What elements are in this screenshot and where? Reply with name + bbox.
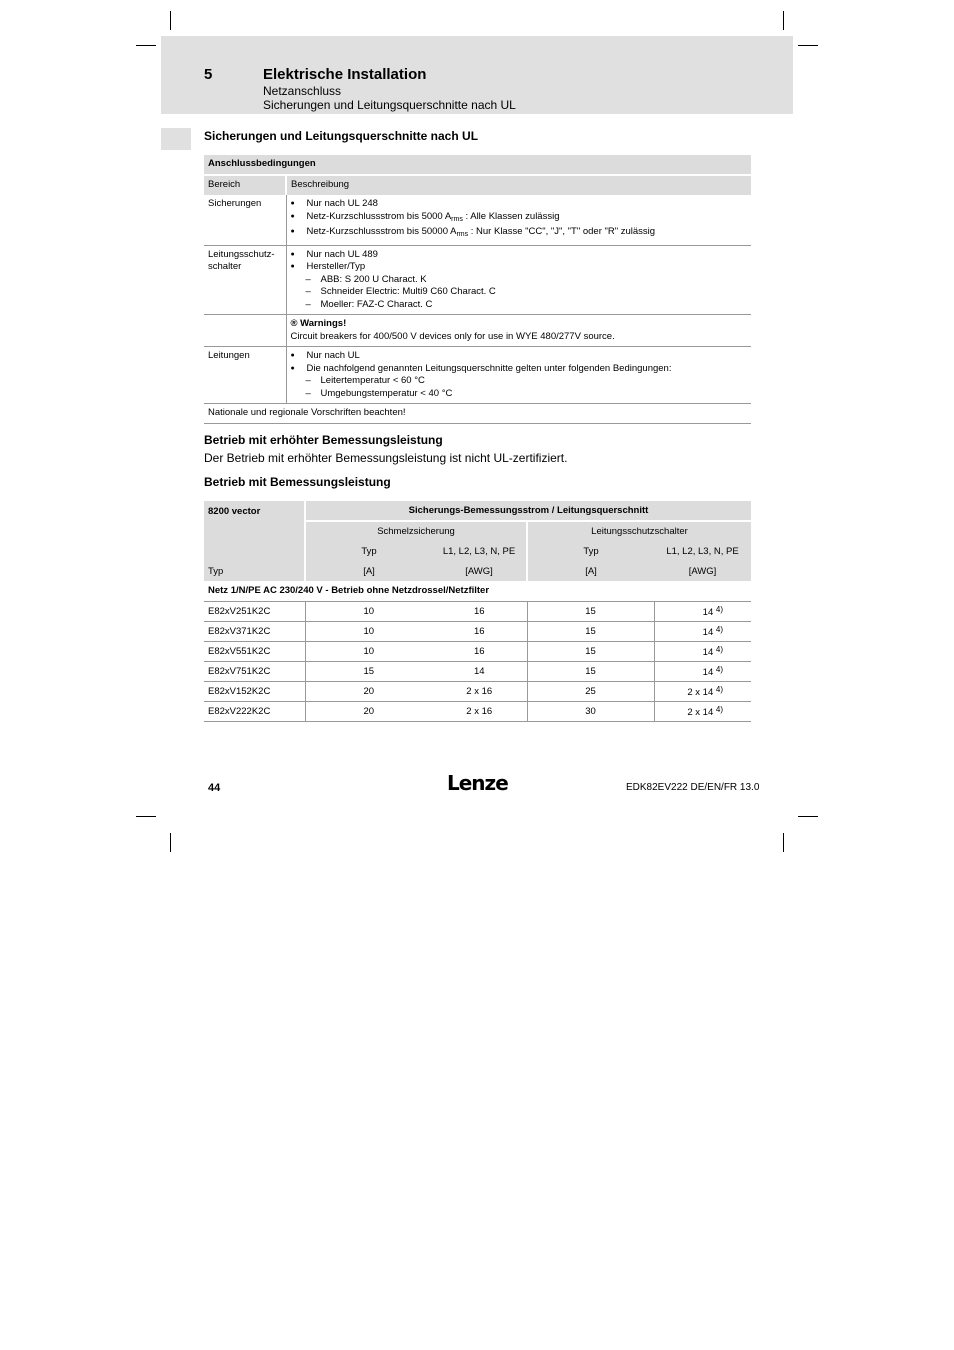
type-cell: E82xV751K2C: [204, 661, 305, 681]
footnote-ref: 4): [715, 604, 723, 614]
bullet-item: ● Netz-Kurzschlussstrom bis 5000 $A_{rms}$ : Alle Klassen zulässig: [291, 211, 748, 227]
type-cell: E82xV152K2C: [204, 681, 305, 701]
column-unit: [A]: [305, 561, 432, 581]
table-row: [204, 601, 751, 621]
dash-item: – Schneider Electric: Multi9 C60 Charact. C: [291, 286, 748, 299]
table-row: [204, 347, 751, 404]
value-cell: 2 x 14 $^{4)}$: [654, 681, 751, 701]
footnote-ref: 4): [715, 624, 723, 634]
table-row: [204, 681, 751, 701]
value-cell: 2 x 16: [432, 701, 527, 721]
row-label: Leitungen: [204, 347, 286, 404]
column-header: Beschreibung: [286, 175, 751, 195]
subsection-heading: Betrieb mit erhöhter Bemessungsleistung: [204, 433, 443, 447]
table-footer-note: Nationale und regionale Vorschriften beachten!: [204, 404, 751, 424]
warning-text: Circuit breakers for 400/500 V devices only for use in WYE 480/277V source.: [290, 330, 615, 342]
dash-item: – Umgebungstemperatur < 40 °C: [291, 388, 748, 401]
section-heading: Sicherungen und Leitungsquerschnitte nach UL: [204, 129, 479, 143]
table-row: [204, 404, 751, 424]
chapter-number: 5: [204, 66, 213, 83]
dash-item: – ABB: S 200 U Charact. K: [291, 274, 748, 287]
table-row: [204, 661, 751, 681]
value-cell: 16: [432, 601, 527, 621]
bullet-item: ● Hersteller/Typ: [291, 261, 748, 274]
value-cell: 14: [432, 661, 527, 681]
table-row: [204, 701, 751, 721]
value-cell: 30: [527, 701, 654, 721]
column-header: Typ: [204, 561, 305, 581]
crop-mark: [783, 11, 784, 30]
value-cell: 15: [527, 601, 654, 621]
row-description: [286, 347, 751, 404]
column-unit: [AWG]: [654, 561, 751, 581]
row-label: Leitungsschutz- schalter: [204, 245, 286, 315]
rating-table: [204, 501, 751, 722]
value-cell: 20: [305, 701, 432, 721]
row-label: Sicherungen: [204, 195, 286, 245]
dash-item: – Leitertemperatur < 60 °C: [291, 375, 748, 388]
ul-mark-icon: ®: [290, 318, 298, 329]
subsection-heading: Betrieb mit Bemessungsleistung: [204, 475, 391, 489]
column-unit: [AWG]: [432, 561, 527, 581]
bullet-item: ● Nur nach UL: [291, 350, 748, 363]
type-cell: E82xV251K2C: [204, 601, 305, 621]
value-cell: 10: [305, 621, 432, 641]
footnote-ref: 4): [715, 684, 723, 694]
footnote-ref: 4): [715, 644, 723, 654]
page-number: 44: [208, 782, 221, 794]
table-row: [204, 621, 751, 641]
type-cell: E82xV222K2C: [204, 701, 305, 721]
column-header: Bereich: [204, 175, 286, 195]
warning-note: [286, 315, 751, 347]
table-row: [204, 195, 751, 245]
crop-mark: [783, 833, 784, 852]
value-cell: 15: [527, 641, 654, 661]
value-cell: 16: [432, 641, 527, 661]
value-cell: 15: [527, 661, 654, 681]
document-id: EDK82EV222 DE/EN/FR 13.0: [626, 782, 760, 793]
crop-mark: [798, 816, 818, 817]
column-header: Typ: [527, 541, 654, 561]
type-cell: E82xV551K2C: [204, 641, 305, 661]
value-cell: 14 $^{4)}$: [654, 661, 751, 681]
row-description: [286, 195, 751, 245]
crop-mark: [170, 11, 171, 30]
column-header: 8200 vector: [204, 501, 305, 521]
value-cell: 10: [305, 641, 432, 661]
value-cell: 14 $^{4)}$: [654, 601, 751, 621]
table-row: [204, 315, 751, 347]
header-subtitle: Netzanschluss: [263, 84, 342, 98]
type-cell: E82xV371K2C: [204, 621, 305, 641]
dash-item: – Moeller: FAZ-C Charact. C: [291, 299, 748, 312]
bullet-item: ● Nur nach UL 489: [291, 249, 748, 262]
value-cell: 2 x 14 $^{4)}$: [654, 701, 751, 721]
header-subtitle: Sicherungen und Leitungsquerschnitte nach UL: [263, 98, 516, 112]
footnote-ref: 4): [715, 704, 723, 714]
table-caption: Anschlussbedingungen: [204, 155, 751, 175]
value-cell: 14 $^{4)}$: [654, 621, 751, 641]
row-description: [286, 245, 751, 315]
bullet-item: ● Nur nach UL 248: [291, 198, 748, 211]
chapter-title: Elektrische Installation: [263, 66, 427, 83]
value-cell: 15: [305, 661, 432, 681]
column-header: Schmelzsicherung: [305, 521, 527, 541]
bullet-item: ● Netz-Kurzschlussstrom bis 50000 $A_{rms}$ : Nur Klasse "CC", "J", "T" oder "R" zulässig: [291, 226, 748, 242]
column-header: Leitungsschutzschalter: [527, 521, 751, 541]
conditions-table: [204, 155, 751, 424]
column-header: L1, L2, L3, N, PE: [432, 541, 527, 561]
column-header: L1, L2, L3, N, PE: [654, 541, 751, 561]
value-cell: 16: [432, 621, 527, 641]
value-cell: 10: [305, 601, 432, 621]
table-row: [204, 641, 751, 661]
warning-title: Warnings!: [300, 318, 347, 329]
footnote-ref: 4): [715, 664, 723, 674]
value-cell: 25: [527, 681, 654, 701]
crop-mark: [170, 833, 171, 852]
column-unit: [A]: [527, 561, 654, 581]
value-cell: 20: [305, 681, 432, 701]
value-cell: 14 $^{4)}$: [654, 641, 751, 661]
column-header: Typ: [305, 541, 432, 561]
crop-mark: [136, 816, 156, 817]
crop-mark: [136, 45, 156, 46]
value-cell: 2 x 16: [432, 681, 527, 701]
lenze-logo: Lenze: [447, 771, 508, 795]
table-row: [204, 245, 751, 315]
crop-mark: [798, 45, 818, 46]
column-header: Sicherungs-Bemessungsstrom / Leitungsquerschnitt: [305, 501, 751, 521]
group-row: Netz 1/N/PE AC 230/240 V - Betrieb ohne Netzdrossel/Netzfilter: [204, 581, 751, 601]
section-marker: [161, 128, 191, 150]
value-cell: 15: [527, 621, 654, 641]
bullet-item: ● Die nachfolgend genannten Leitungsquerschnitte gelten unter folgenden Bedingungen:: [291, 363, 748, 376]
paragraph: Der Betrieb mit erhöhter Bemessungsleistung ist nicht UL-zertifiziert.: [204, 451, 568, 465]
